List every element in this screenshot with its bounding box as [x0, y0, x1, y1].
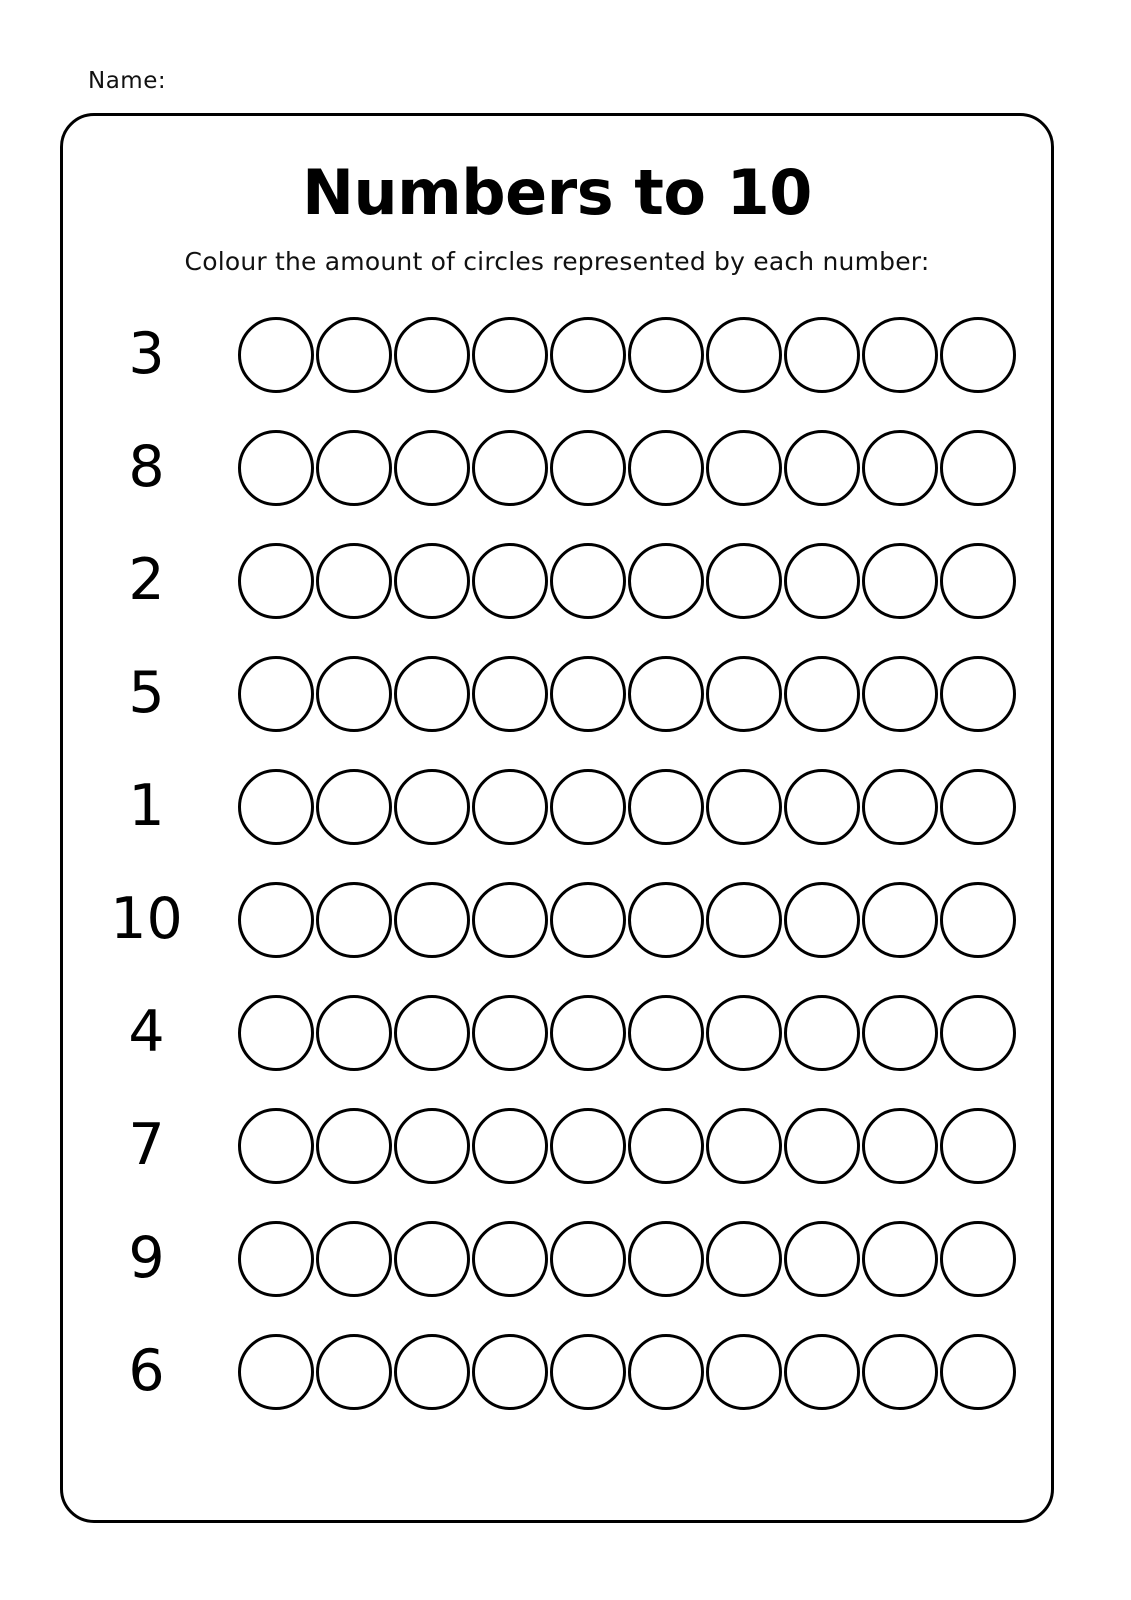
row-number: 8: [128, 434, 165, 500]
circle-icon[interactable]: [784, 656, 860, 732]
circle-icon[interactable]: [940, 1108, 1016, 1184]
instructions-text: Colour the amount of circles represented by each number:: [184, 247, 930, 276]
exercise-row: [63, 976, 1051, 1089]
circle-icon[interactable]: [784, 317, 860, 393]
row-number: 10: [110, 886, 183, 952]
circle-icon[interactable]: [784, 1108, 860, 1184]
exercise-row: [63, 750, 1051, 863]
circle-icon[interactable]: [238, 1334, 314, 1410]
circle-icon[interactable]: [394, 656, 470, 732]
circle-icon[interactable]: [472, 317, 548, 393]
exercise-row: [63, 298, 1051, 411]
circle-group: [238, 995, 1016, 1071]
circle-icon[interactable]: [394, 1108, 470, 1184]
row-number: 7: [128, 1112, 165, 1178]
circle-icon[interactable]: [628, 769, 704, 845]
circle-icon[interactable]: [472, 769, 548, 845]
circle-group: [238, 1221, 1016, 1297]
circle-group: [238, 656, 1016, 732]
circle-icon[interactable]: [862, 430, 938, 506]
circle-icon[interactable]: [238, 882, 314, 958]
circle-icon[interactable]: [784, 769, 860, 845]
circle-icon[interactable]: [784, 430, 860, 506]
row-number: 2: [128, 547, 165, 613]
circle-icon[interactable]: [784, 882, 860, 958]
circle-icon[interactable]: [784, 995, 860, 1071]
circle-icon[interactable]: [550, 769, 626, 845]
circle-icon[interactable]: [472, 430, 548, 506]
circle-icon[interactable]: [862, 1221, 938, 1297]
exercise-row: [63, 637, 1051, 750]
circle-icon[interactable]: [472, 1334, 548, 1410]
circle-group: [238, 1334, 1016, 1410]
circle-group: [238, 317, 1016, 393]
circle-icon[interactable]: [628, 882, 704, 958]
circle-icon[interactable]: [706, 317, 782, 393]
circle-icon[interactable]: [550, 317, 626, 393]
circle-icon[interactable]: [316, 1108, 392, 1184]
circle-icon[interactable]: [706, 995, 782, 1071]
circle-icon[interactable]: [706, 1334, 782, 1410]
circle-icon[interactable]: [238, 317, 314, 393]
circle-group: [238, 769, 1016, 845]
circle-icon[interactable]: [550, 882, 626, 958]
circle-icon[interactable]: [394, 430, 470, 506]
circle-icon[interactable]: [316, 1334, 392, 1410]
circle-icon[interactable]: [394, 995, 470, 1071]
row-number: 4: [128, 999, 165, 1065]
circle-icon[interactable]: [940, 317, 1016, 393]
circle-icon[interactable]: [628, 656, 704, 732]
row-number: 1: [128, 773, 165, 839]
circle-icon[interactable]: [316, 882, 392, 958]
row-number: 5: [128, 660, 165, 726]
circle-icon[interactable]: [940, 995, 1016, 1071]
circle-icon[interactable]: [316, 769, 392, 845]
circle-icon[interactable]: [316, 656, 392, 732]
circle-icon[interactable]: [550, 1334, 626, 1410]
circle-icon[interactable]: [706, 882, 782, 958]
circle-icon[interactable]: [628, 995, 704, 1071]
circle-icon[interactable]: [940, 769, 1016, 845]
circle-icon[interactable]: [940, 430, 1016, 506]
circle-icon[interactable]: [550, 1108, 626, 1184]
circle-icon[interactable]: [472, 1221, 548, 1297]
circle-icon[interactable]: [862, 656, 938, 732]
circle-icon[interactable]: [706, 769, 782, 845]
exercise-row: [63, 1315, 1051, 1428]
exercise-rows: [63, 298, 1051, 1428]
circle-icon[interactable]: [940, 882, 1016, 958]
circle-icon[interactable]: [238, 430, 314, 506]
exercise-row: [63, 1202, 1051, 1315]
circle-icon[interactable]: [706, 543, 782, 619]
circle-icon[interactable]: [472, 543, 548, 619]
circle-icon[interactable]: [316, 543, 392, 619]
circle-icon[interactable]: [238, 995, 314, 1071]
circle-icon[interactable]: [706, 430, 782, 506]
circle-icon[interactable]: [550, 543, 626, 619]
circle-icon[interactable]: [862, 769, 938, 845]
circle-icon[interactable]: [394, 317, 470, 393]
circle-icon[interactable]: [550, 656, 626, 732]
exercise-row: [63, 524, 1051, 637]
circle-icon[interactable]: [706, 1221, 782, 1297]
exercise-row: [63, 1089, 1051, 1202]
circle-icon[interactable]: [862, 1108, 938, 1184]
circle-icon[interactable]: [238, 769, 314, 845]
circle-icon[interactable]: [628, 430, 704, 506]
circle-icon[interactable]: [550, 430, 626, 506]
circle-icon[interactable]: [862, 882, 938, 958]
circle-icon[interactable]: [628, 543, 704, 619]
circle-icon[interactable]: [472, 1108, 548, 1184]
circle-icon[interactable]: [394, 882, 470, 958]
circle-group: [238, 882, 1016, 958]
page-title: Numbers to 10: [302, 156, 812, 229]
circle-icon[interactable]: [628, 317, 704, 393]
circle-icon[interactable]: [940, 543, 1016, 619]
circle-icon[interactable]: [394, 1221, 470, 1297]
circle-icon[interactable]: [316, 317, 392, 393]
circle-icon[interactable]: [628, 1108, 704, 1184]
circle-icon[interactable]: [862, 1334, 938, 1410]
circle-icon[interactable]: [784, 1221, 860, 1297]
exercise-row: [63, 863, 1051, 976]
circle-icon[interactable]: [706, 1108, 782, 1184]
circle-icon[interactable]: [238, 1221, 314, 1297]
circle-icon[interactable]: [940, 1334, 1016, 1410]
circle-icon[interactable]: [862, 317, 938, 393]
row-number: 9: [128, 1225, 165, 1291]
circle-icon[interactable]: [472, 882, 548, 958]
circle-icon[interactable]: [238, 1108, 314, 1184]
circle-icon[interactable]: [940, 1221, 1016, 1297]
circle-icon[interactable]: [550, 1221, 626, 1297]
circle-icon[interactable]: [394, 543, 470, 619]
circle-icon[interactable]: [472, 656, 548, 732]
circle-icon[interactable]: [394, 1334, 470, 1410]
circle-icon[interactable]: [238, 543, 314, 619]
worksheet-frame: [60, 113, 1054, 1523]
circle-icon[interactable]: [238, 656, 314, 732]
name-label: Name:: [88, 68, 167, 94]
circle-icon[interactable]: [394, 769, 470, 845]
circle-icon[interactable]: [316, 995, 392, 1071]
circle-icon[interactable]: [316, 1221, 392, 1297]
circle-group: [238, 543, 1016, 619]
circle-icon[interactable]: [784, 543, 860, 619]
exercise-row: [63, 411, 1051, 524]
circle-group: [238, 1108, 1016, 1184]
row-number: 3: [128, 321, 165, 387]
circle-icon[interactable]: [784, 1334, 860, 1410]
circle-icon[interactable]: [706, 656, 782, 732]
circle-icon[interactable]: [472, 995, 548, 1071]
circle-icon[interactable]: [628, 1334, 704, 1410]
circle-icon[interactable]: [628, 1221, 704, 1297]
circle-icon[interactable]: [550, 995, 626, 1071]
circle-icon[interactable]: [940, 656, 1016, 732]
circle-icon[interactable]: [316, 430, 392, 506]
row-number: 6: [128, 1338, 165, 1404]
circle-icon[interactable]: [862, 995, 938, 1071]
circle-icon[interactable]: [862, 543, 938, 619]
circle-group: [238, 430, 1016, 506]
